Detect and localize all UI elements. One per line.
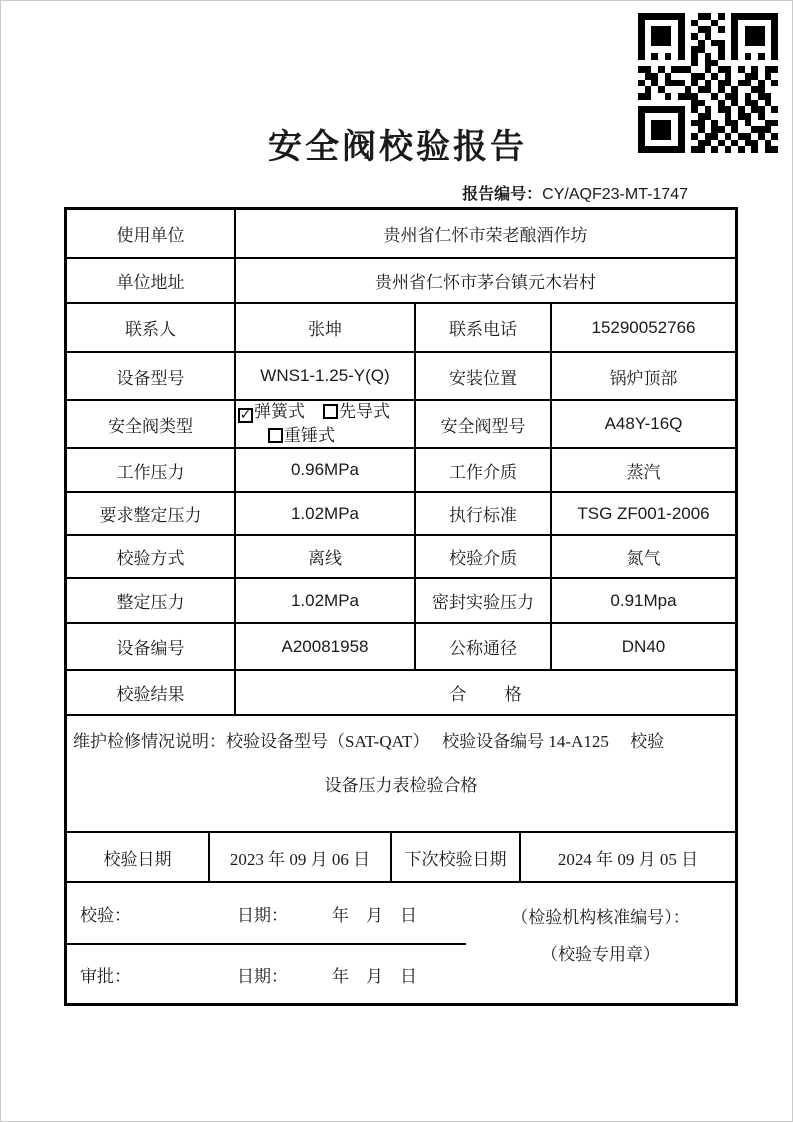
checkbox-pilot-icon: [323, 404, 338, 419]
valve-type-option-weight: 重锤式: [284, 426, 335, 445]
inspection-org-cell: [466, 883, 735, 1003]
verifier-signature-row: [67, 883, 466, 943]
set-pressure-label: 整定压力: [116, 593, 185, 612]
approver-label: 审批：: [80, 966, 131, 986]
install-position-value: 锅炉顶部: [550, 353, 735, 399]
valve-type-line2: [238, 424, 335, 447]
work-medium-label: 工作介质: [414, 449, 550, 491]
maintenance-note: [67, 716, 735, 831]
phone-label: 联系电话: [414, 304, 550, 351]
work-pressure-value: 0.96MPa: [234, 449, 414, 491]
approver-signature-row: [67, 943, 466, 1003]
table-row-unit-address: [67, 257, 735, 302]
device-number-value: A20081958: [234, 624, 414, 669]
report-table: [64, 207, 738, 1006]
verifier-date-label: 日期：: [237, 905, 288, 925]
table-row-calibration-date: [67, 831, 735, 881]
next-calibration-date-label: 下次校验日期: [390, 833, 519, 881]
maintenance-note-line2: 设备压力表检验合格: [324, 776, 478, 795]
next-calibration-date-value: 2024 年 09 月 05 日: [519, 833, 735, 881]
use-unit-value: 贵州省仁怀市荣老酿酒作坊: [234, 210, 735, 257]
table-row-work-pressure: [67, 447, 735, 491]
work-medium-value: 蒸汽: [550, 449, 735, 491]
phone-value: 15290052766: [550, 304, 735, 351]
required-set-pressure-value: 1.02MPa: [234, 493, 414, 534]
nominal-diameter-label: 公称通径: [414, 624, 550, 669]
table-row-calibration-method: [67, 534, 735, 577]
checkbox-spring-checked-icon: ✓: [239, 407, 252, 423]
table-row-set-pressure: [67, 577, 735, 622]
table-row-use-unit: [67, 210, 735, 257]
table-row-valve-type: [67, 399, 735, 447]
seal-test-pressure-label: 密封实验压力: [414, 579, 550, 622]
signature-rows: [67, 883, 466, 1003]
device-number-label: 设备编号: [116, 639, 185, 658]
calibration-method-value: 离线: [234, 536, 414, 577]
valve-model-value: A48Y-16Q: [550, 401, 735, 447]
result-label: 校验结果: [116, 685, 185, 704]
table-row-contact: [67, 302, 735, 351]
calibration-medium-label: 校验介质: [414, 536, 550, 577]
valve-type-options: [234, 401, 414, 447]
nominal-diameter-value: DN40: [550, 624, 735, 669]
work-pressure-label: 工作压力: [116, 462, 185, 482]
valve-type-label: 安全阀类型: [108, 416, 193, 436]
approver-ymd: 年 月 日: [332, 966, 417, 986]
calibration-medium-value: 氮气: [550, 536, 735, 577]
calibration-date-value: 2023 年 09 月 06 日: [208, 833, 390, 881]
table-row-result: [67, 669, 735, 714]
valve-model-label: 安全阀型号: [414, 401, 550, 447]
table-row-device-number: [67, 622, 735, 669]
report-number-label: 报告编号：: [462, 186, 543, 203]
device-model-label: 设备型号: [116, 368, 185, 388]
result-value: 合 格: [234, 671, 735, 714]
table-row-required-set-pressure: [67, 491, 735, 534]
valve-type-option-spring: 弹簧式: [254, 402, 305, 421]
install-position-label: 安装位置: [414, 353, 550, 399]
valve-type-line1: [238, 401, 390, 424]
contact-value: 张坤: [234, 304, 414, 351]
verifier-label: 校验：: [80, 905, 131, 925]
valve-type-option-pilot: 先导式: [339, 402, 390, 421]
verifier-ymd: 年 月 日: [332, 905, 417, 925]
unit-address-value: 贵州省仁怀市茅台镇元木岩村: [234, 259, 735, 302]
approver-date-label: 日期：: [237, 966, 288, 986]
report-number-value: CY/AQF23-MT-1747: [542, 186, 688, 203]
table-row-maintenance: [67, 714, 735, 831]
contact-label: 联系人: [125, 320, 176, 339]
org-approval-number-line: （检验机构核准编号）：: [511, 908, 690, 927]
page-title: 安全阀校验报告: [268, 129, 527, 166]
checkbox-weight-icon: [268, 428, 283, 443]
seal-test-pressure-value: 0.91Mpa: [550, 579, 735, 622]
unit-address-label: 单位地址: [116, 273, 185, 292]
table-row-signatures: [67, 881, 735, 1003]
set-pressure-value: 1.02MPa: [234, 579, 414, 622]
calibration-method-label: 校验方式: [116, 549, 185, 568]
report-number-line: [64, 181, 738, 204]
standard-value: TSG ZF001-2006: [550, 493, 735, 534]
standard-label: 执行标准: [414, 493, 550, 534]
device-model-value: WNS1-1.25-Y(Q): [234, 353, 414, 399]
required-set-pressure-label: 要求整定压力: [99, 506, 202, 525]
calibration-date-label: 校验日期: [103, 849, 172, 869]
maintenance-note-line1: 维护检修情况说明：校验设备型号（SAT-QAT） 校验设备编号 14-A125 校验: [73, 732, 665, 751]
calibration-seal-line: （校验专用章）: [541, 945, 660, 964]
table-row-device-model: [67, 351, 735, 399]
use-unit-label: 使用单位: [116, 226, 185, 245]
